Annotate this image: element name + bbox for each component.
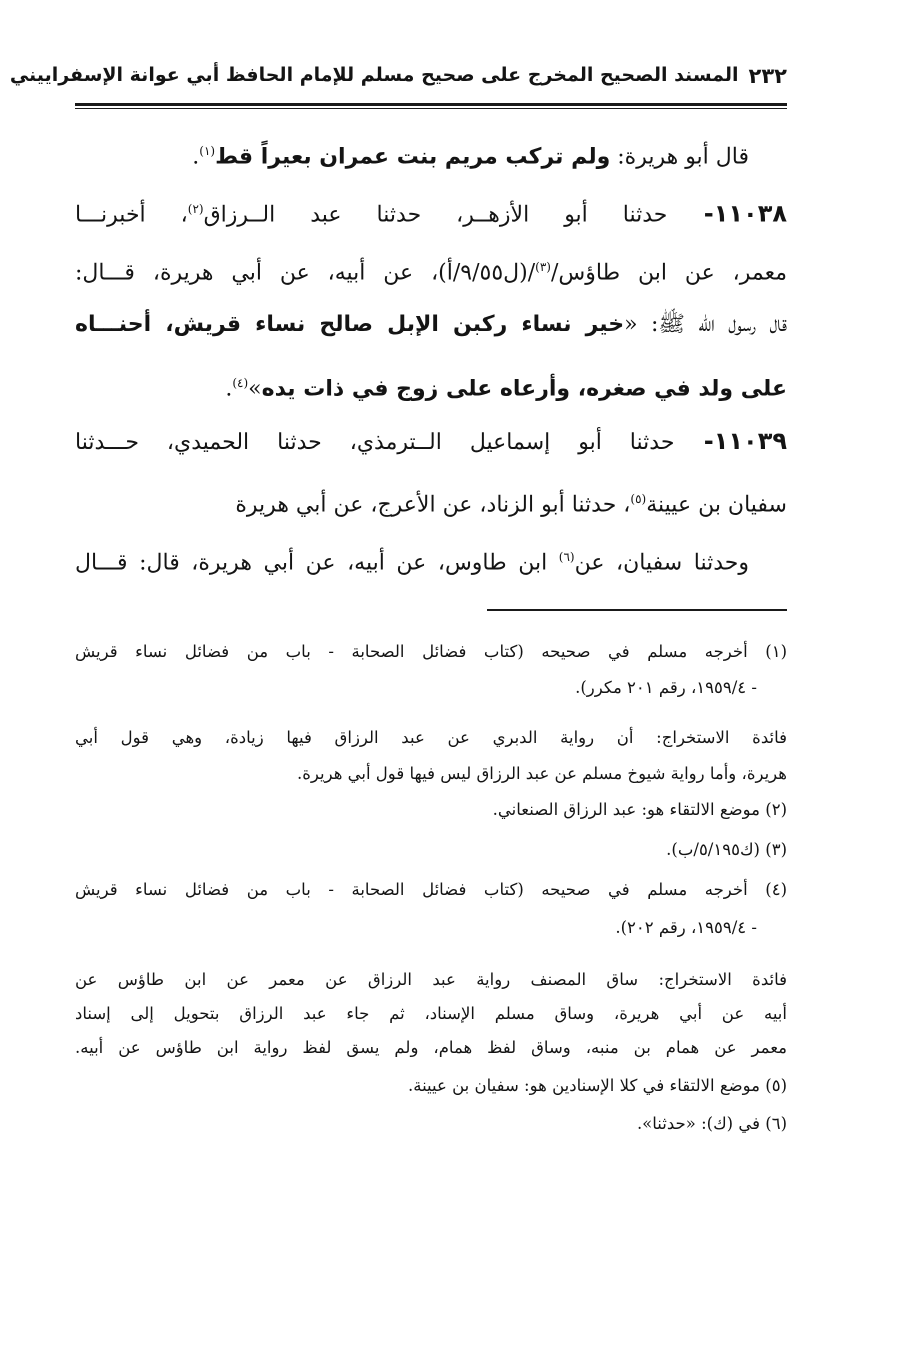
footnote-4: (٤) أخرجه مسلم في صحيحه (كتاب فضائل الصحابة - باب من فضائل نساء قريش [75,880,787,899]
footnote-1-benefit: فائدة الاستخراج: أن رواية الدبري عن عبد الرزاق فيها زيادة، وهي قول أبي [75,728,787,747]
footnote-4-benefit-cont: أبيه عن أبي هريرة، وساق مسلم الإسناد، ثم جاء عبد الرزاق بتحويل إلى إسناد [75,1004,787,1023]
hadith-number: ١١٠٣٩- [674,427,787,455]
hadith-11039-line: ١١٠٣٩- حدثنا أبو إسماعيل الــترمذي، حدثنا الحميدي، حـــدثنا [75,427,787,455]
text-line: قال رسول الله ﷺ: «خير نساء ركبن الإبل صالح نساء قريش، أحنـــاه [75,312,787,337]
text-line: معمر، عن ابن طاؤس/$^{(٣)}$/(ل٩/٥٥/أ)، عن أبيه، عن أبي هريرة، قـــال: [75,260,788,286]
hadith-11038-line: ١١٠٣٨- حدثنا أبو الأزهــر، حدثنا عبد الــرزاق$^{(٢)}$، أخبرنـــا [75,199,787,228]
footnote-1-cont: - ١٩٥٩/٤، رقم ٢٠١ مكرر). [575,678,757,697]
text-line: قال أبو هريرة: ولم تركب مريم بنت عمران بعيراً قط$^{(١)}$. [192,144,749,170]
hadith-number: ١١٠٣٨- [667,199,787,228]
footnote-6: (٦) في (ك): «حدثنا». [636,1114,787,1133]
header-rule-thin [75,108,787,109]
header-rule [75,103,787,106]
text-line: وحدثنا سفيان، عن$^{(٦)}$ ابن طاوس، عن أبيه، عن أبي هريرة، قال: قـــال [75,550,749,576]
book-title: المسند الصحيح المخرج على صحيح مسلم للإمام الحافظ أبي عوانة الإسفراييني [9,64,739,86]
footnote-2: (٢) موضع الالتقاء هو: عبد الرزاق الصنعاني. [492,800,787,819]
text-line: على ولد في صغره، وأرعاه على زوج في ذات يده»$^{(٤)}$. [225,376,787,402]
footnote-1: (١) أخرجه مسلم في صحيحه (كتاب فضائل الصحابة - باب من فضائل نساء قريش [75,642,787,661]
footnote-4-benefit: فائدة الاستخراج: ساق المصنف رواية عبد الرزاق عن معمر عن ابن طاؤس عن [75,970,787,989]
footnote-separator [487,609,787,611]
text-line: سفيان بن عيينة$^{(٥)}$، حدثنا أبو الزناد، عن الأعرج، عن أبي هريرة [235,492,787,518]
footnote-3: (٣) (ك٥/١٩٥/ب). [666,840,787,859]
footnote-4-cont: - ١٩٥٩/٤، رقم ٢٠٢). [615,918,757,937]
footnote-1-benefit-cont: هريرة، وأما رواية شيوخ مسلم عن عبد الرزاق ليس فيها قول أبي هريرة. [297,764,787,783]
footnote-4-benefit-cont: معمر عن همام بن منبه، وساق لفظ همام، ولم يسق لفظ رواية ابن طاؤس عن أبيه. [75,1038,787,1057]
footnote-5: (٥) موضع الالتقاء في كلا الإسنادين هو: سفيان بن عيينة. [407,1076,787,1095]
page-number: ٢٣٢ [748,64,787,88]
running-header [9,64,787,102]
